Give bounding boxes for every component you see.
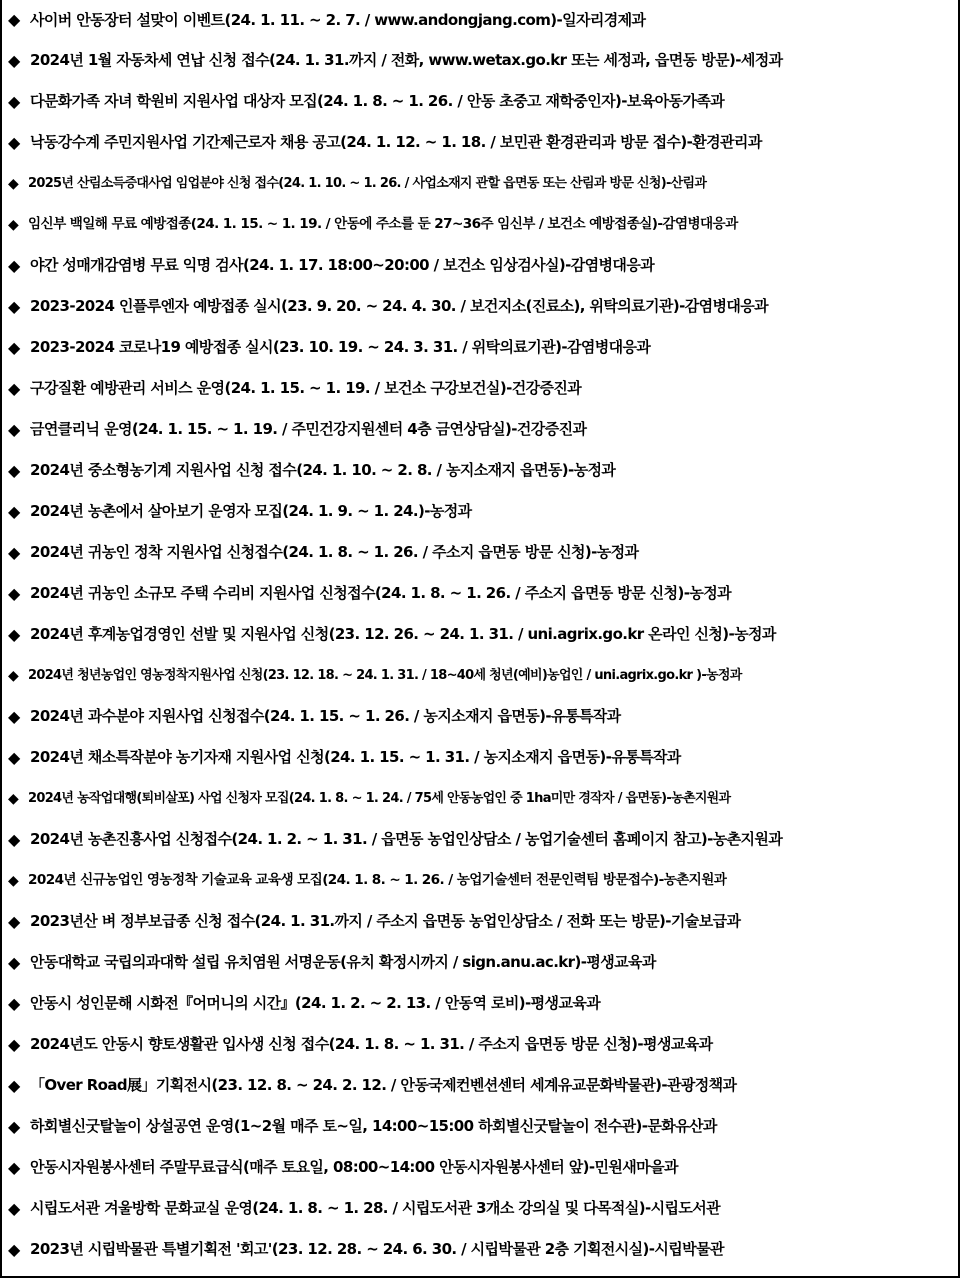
diamond-bullet-icon: ◆ bbox=[8, 706, 21, 726]
diamond-bullet-icon: ◆ bbox=[8, 50, 21, 70]
diamond-bullet-icon: ◆ bbox=[8, 583, 21, 603]
notice-text: 구강질환 예방관리 서비스 운영(24. 1. 15. ~ 1. 19. / 보건소 구강보건실)-건강증진과 bbox=[30, 379, 582, 397]
notice-text: 2024년 중소형농기계 지원사업 신청 접수(24. 1. 10. ~ 2. 8. / 농지소재지 읍면동)-농정과 bbox=[30, 461, 616, 479]
notice-list bbox=[2, 0, 958, 1270]
diamond-bullet-icon: ◆ bbox=[8, 624, 21, 644]
notice-text: 다문화가족 자녀 학원비 지원사업 대상자 모집(24. 1. 8. ~ 1. 26. / 안동 초중고 재학중인자)-보육아동가족과 bbox=[30, 92, 725, 110]
diamond-bullet-icon: ◆ bbox=[8, 10, 21, 29]
list-item bbox=[2, 1024, 958, 1065]
diamond-bullet-icon: ◆ bbox=[8, 1116, 21, 1136]
notice-text: 2024년 농촌진흥사업 신청접수(24. 1. 2. ~ 1. 31. / 읍면동 농업인상담소 / 농업기술센터 홈페이지 참고)-농촌지원과 bbox=[30, 830, 783, 848]
list-item bbox=[2, 1147, 958, 1188]
diamond-bullet-icon: ◆ bbox=[8, 91, 21, 111]
list-item bbox=[2, 942, 958, 983]
list-item bbox=[2, 450, 958, 491]
diamond-bullet-icon: ◆ bbox=[8, 132, 21, 152]
notice-text: 2024년도 안동시 향토생활관 입사생 신청 접수(24. 1. 8. ~ 1. 31. / 주소지 읍면동 방문 신청)-평생교육과 bbox=[30, 1035, 713, 1053]
notice-text: 2023년 시립박물관 특별기획전 '회고'(23. 12. 28. ~ 24. 6. 30. / 시립박물관 2층 기획전시실)-시립박물관 bbox=[30, 1240, 724, 1258]
diamond-bullet-icon: ◆ bbox=[8, 1157, 21, 1177]
list-item bbox=[2, 860, 958, 901]
list-item bbox=[2, 778, 958, 819]
list-item bbox=[2, 368, 958, 409]
diamond-bullet-icon: ◆ bbox=[8, 216, 19, 233]
diamond-bullet-icon: ◆ bbox=[8, 255, 21, 275]
notice-text: 2024년 귀농인 정착 지원사업 신청접수(24. 1. 8. ~ 1. 26. / 주소지 읍면동 방문 신청)-농정과 bbox=[30, 543, 639, 561]
diamond-bullet-icon: ◆ bbox=[8, 378, 21, 398]
notice-text: 안동시 성인문해 시화전『어머니의 시간』(24. 1. 2. ~ 2. 13. / 안동역 로비)-평생교육과 bbox=[30, 994, 601, 1012]
notice-text: 시립도서관 겨울방학 문화교실 운영(24. 1. 8. ~ 1. 28. / 시립도서관 3개소 강의실 및 다목적실)-시립도서관 bbox=[30, 1199, 721, 1217]
diamond-bullet-icon: ◆ bbox=[8, 296, 21, 316]
list-item bbox=[2, 286, 958, 327]
notice-text: 2024년 1월 자동차세 연납 신청 접수(24. 1. 31.까지 / 전화, www.wetax.go.kr 또는 세정과, 읍면동 방문)-세정과 bbox=[30, 51, 783, 69]
list-item bbox=[2, 122, 958, 163]
notice-text: 2023-2024 인플루엔자 예방접종 실시(23. 9. 20. ~ 24. 4. 30. / 보건지소(진료소), 위탁의료기관)-감염병대응과 bbox=[30, 297, 769, 315]
notice-text: 사이버 안동장터 설맞이 이벤트(24. 1. 11. ~ 2. 7. / www.andongjang.com)-일자리경제과 bbox=[30, 10, 646, 29]
list-item bbox=[2, 901, 958, 942]
list-item bbox=[2, 245, 958, 286]
notice-text: 2024년 농촌에서 살아보기 운영자 모집(24. 1. 9. ~ 1. 24.)-농정과 bbox=[30, 502, 472, 520]
notice-text: 2024년 청년농업인 영농정착지원사업 신청(23. 12. 18. ~ 24. 1. 31. / 18~40세 청년(예비)농업인 / uni.agrix.go.kr )-농정과 bbox=[28, 668, 742, 683]
list-item bbox=[2, 163, 958, 204]
list-item bbox=[2, 696, 958, 737]
list-item bbox=[2, 327, 958, 368]
diamond-bullet-icon: ◆ bbox=[8, 829, 21, 849]
list-item bbox=[2, 737, 958, 778]
diamond-bullet-icon: ◆ bbox=[8, 667, 19, 684]
list-item bbox=[2, 1106, 958, 1147]
diamond-bullet-icon: ◆ bbox=[8, 1034, 21, 1054]
list-item bbox=[2, 1229, 958, 1270]
list-item bbox=[2, 573, 958, 614]
list-item bbox=[2, 81, 958, 122]
list-item bbox=[2, 655, 958, 696]
notice-text: 2023년산 벼 정부보급종 신청 접수(24. 1. 31.까지 / 주소지 읍면동 농업인상담소 / 전화 또는 방문)-기술보급과 bbox=[30, 912, 741, 930]
notice-text: 2024년 농작업대행(퇴비살포) 사업 신청자 모집(24. 1. 8. ~ 1. 24. / 75세 안동농업인 중 1ha미만 경작자 / 읍면동)-농촌지원과 bbox=[28, 791, 731, 806]
notice-text: 2025년 산림소득증대사업 임업분야 신청 접수(24. 1. 10. ~ 1. 26. / 사업소재지 관할 읍면동 또는 산림과 방문 신청)-산림과 bbox=[28, 176, 707, 191]
diamond-bullet-icon: ◆ bbox=[8, 993, 21, 1013]
diamond-bullet-icon: ◆ bbox=[8, 911, 21, 931]
diamond-bullet-icon: ◆ bbox=[8, 790, 19, 807]
list-item bbox=[2, 1188, 958, 1229]
diamond-bullet-icon: ◆ bbox=[8, 419, 21, 439]
notice-text: 안동시자원봉사센터 주말무료급식(매주 토요일, 08:00~14:00 안동시자원봉사센터 앞)-민원새마을과 bbox=[30, 1158, 678, 1176]
notice-text: 2023-2024 코로나19 예방접종 실시(23. 10. 19. ~ 24. 3. 31. / 위탁의료기관)-감염병대응과 bbox=[30, 338, 651, 356]
list-item bbox=[2, 40, 958, 81]
diamond-bullet-icon: ◆ bbox=[8, 1075, 21, 1095]
list-item bbox=[2, 409, 958, 450]
notice-text: 2024년 후계농업경영인 선발 및 지원사업 신청(23. 12. 26. ~ 24. 1. 31. / uni.agrix.go.kr 온라인 신청)-농정과 bbox=[30, 625, 776, 643]
list-item bbox=[2, 614, 958, 655]
notice-text: 2024년 귀농인 소규모 주택 수리비 지원사업 신청접수(24. 1. 8. ~ 1. 26. / 주소지 읍면동 방문 신청)-농정과 bbox=[30, 584, 732, 602]
diamond-bullet-icon: ◆ bbox=[8, 1239, 21, 1259]
list-item bbox=[2, 0, 958, 40]
diamond-bullet-icon: ◆ bbox=[8, 175, 19, 192]
notice-text: 안동대학교 국립의과대학 설립 유치염원 서명운동(유치 확정시까지 / sign.anu.ac.kr)-평생교육과 bbox=[30, 953, 656, 971]
notice-text: 2024년 채소특작분야 농기자재 지원사업 신청(24. 1. 15. ~ 1. 31. / 농지소재지 읍면동)-유통특작과 bbox=[30, 748, 681, 766]
list-item bbox=[2, 819, 958, 860]
notice-text: 야간 성매개감염병 무료 익명 검사(24. 1. 17. 18:00~20:00 / 보건소 임상검사실)-감염병대응과 bbox=[30, 256, 655, 274]
list-item bbox=[2, 983, 958, 1024]
notice-text: 임신부 백일해 무료 예방접종(24. 1. 15. ~ 1. 19. / 안동에 주소를 둔 27~36주 임신부 / 보건소 예방접종실)-감염병대응과 bbox=[28, 215, 738, 232]
diamond-bullet-icon: ◆ bbox=[8, 460, 21, 480]
list-item bbox=[2, 1065, 958, 1106]
notice-text: 2024년 신규농업인 영농정착 기술교육 교육생 모집(24. 1. 8. ~ 1. 26. / 농업기술센터 전문인력팀 방문접수)-농촌지원과 bbox=[28, 871, 727, 888]
diamond-bullet-icon: ◆ bbox=[8, 542, 21, 562]
diamond-bullet-icon: ◆ bbox=[8, 747, 21, 767]
notice-text: 낙동강수계 주민지원사업 기간제근로자 채용 공고(24. 1. 12. ~ 1. 18. / 보민관 환경관리과 방문 접수)-환경관리과 bbox=[30, 133, 762, 151]
list-item bbox=[2, 204, 958, 245]
diamond-bullet-icon: ◆ bbox=[8, 337, 21, 357]
diamond-bullet-icon: ◆ bbox=[8, 1198, 21, 1218]
diamond-bullet-icon: ◆ bbox=[8, 872, 19, 889]
notice-text: 「Over Road展」기획전시(23. 12. 8. ~ 24. 2. 12. / 안동국제컨벤션센터 세계유교문화박물관)-관광정책과 bbox=[30, 1076, 737, 1094]
diamond-bullet-icon: ◆ bbox=[8, 501, 21, 521]
list-item bbox=[2, 532, 958, 573]
notice-text: 하회별신굿탈놀이 상설공연 운영(1~2월 매주 토~일, 14:00~15:00 하회별신굿탈놀이 전수관)-문화유산과 bbox=[30, 1117, 717, 1135]
diamond-bullet-icon: ◆ bbox=[8, 952, 21, 972]
list-item bbox=[2, 491, 958, 532]
notice-text: 2024년 과수분야 지원사업 신청접수(24. 1. 15. ~ 1. 26. / 농지소재지 읍면동)-유통특작과 bbox=[30, 707, 621, 725]
notice-text: 금연클리닉 운영(24. 1. 15. ~ 1. 19. / 주민건강지원센터 4층 금연상담실)-건강증진과 bbox=[30, 420, 587, 438]
